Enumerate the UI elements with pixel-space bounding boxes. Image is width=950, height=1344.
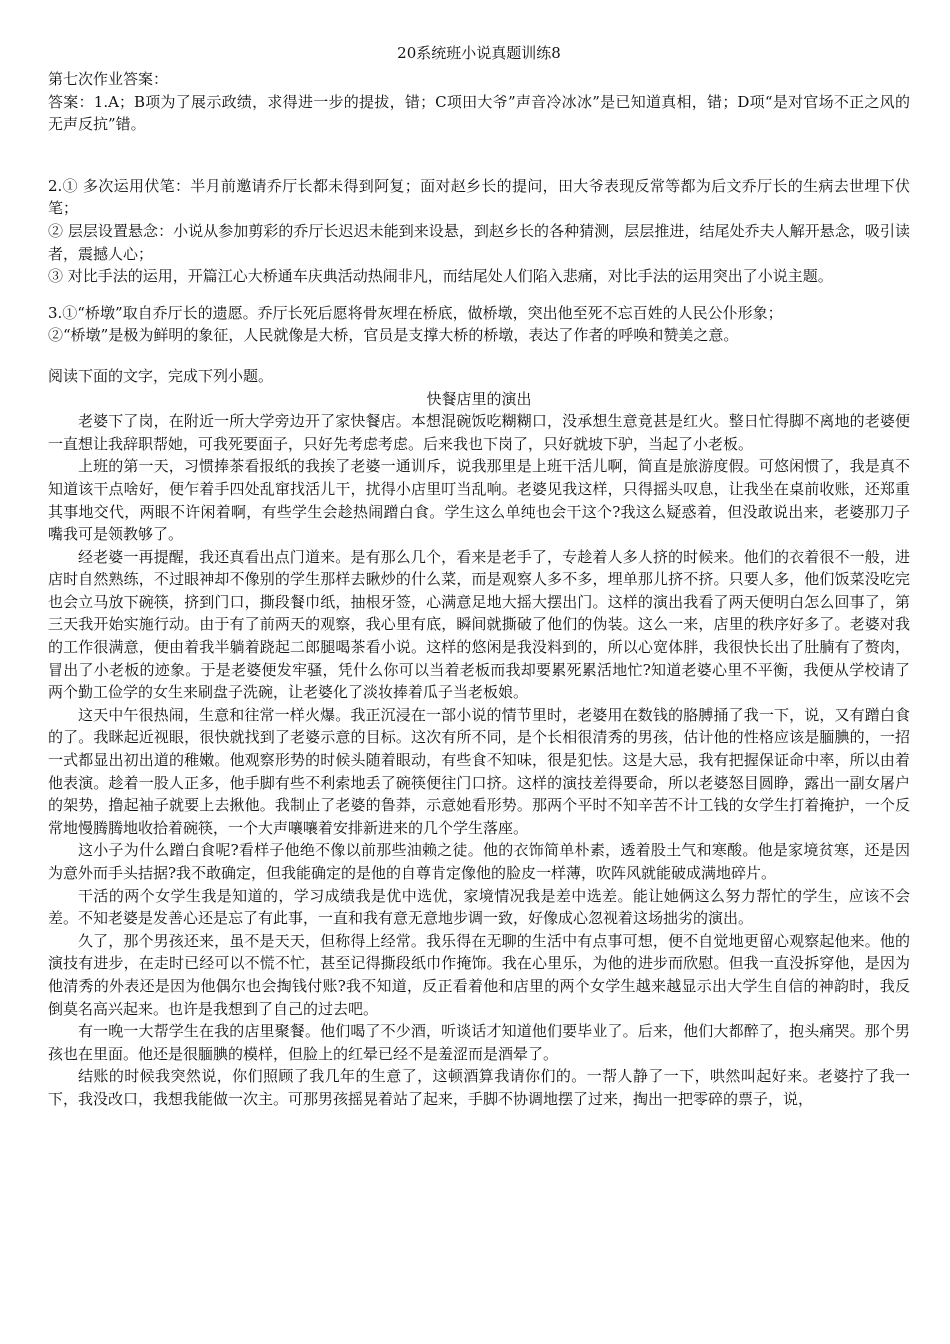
answer-q2-item-1: 2.① 多次运用伏笔：半月前邀请乔厅长都未得到阿复；面对赵乡长的提问，田大爷表现反常等都为后文乔厅长的生病去世埋下伏笔； — [48, 176, 910, 218]
story-paragraph: 有一晚一大帮学生在我的店里聚餐。他们喝了不少酒，听谈话才知道他们要毕业了。后来，他们大都醉了，抱头痛哭。那个男孩也在里面。他还是很腼腆的模样，但脸上的红晕已经不是羞涩而是酒晕了。 — [48, 1022, 910, 1063]
spacer — [48, 347, 910, 365]
answer-q2-item-2: ② 层层设置悬念：小说从参加剪彩的乔厅长迟迟未能到来设悬，到赵乡长的各种猜测，层层推进，结尾处乔夫人解开悬念，吸引读者，震撼人心； — [48, 221, 910, 263]
story-title: 快餐店里的演出 — [426, 389, 532, 408]
story-paragraph: 老婆下了岗，在附近一所大学旁边开了家快餐店。本想混碗饭吃糊糊口，没承想生意竟甚是红火。整日忙得脚不离地的老婆便一直想让我辞职帮她，可我死要面子，只好先考虑考虑。后来我也下岗了，只好就坡下驴，当起了小老板。 — [48, 412, 910, 453]
story-paragraph: 这小子为什么蹭白食呢?看样子他绝不像以前那些油赖之徒。他的衣饰简单朴素，透着股土气和寒酸。他是家境贫寒，还是因为意外而手头拮据?我不敢确定，但我能确定的是他的自尊肯定像他的脸皮一样薄，吹阵风就能破成满地碎片。 — [48, 841, 910, 882]
story-paragraph: 久了，那个男孩还来，虽不是天天，但称得上经常。我乐得在无聊的生活中有点事可想，便不自觉地更留心观察起他来。他的演技有进步，在走时已经可以不慌不忙，甚至记得撕段纸巾作掩饰。我在心里乐，为他的进步而欣慰。但我一直没拆穿他，是因为他清秀的外表还是因为他偶尔也会掏钱付账?我不知道，反正看着他和店里的两个女学生越来越显示出大学生自信的神韵时，我反倒莫名高兴起来。也许是我想到了自己的过去吧。 — [48, 931, 910, 1018]
answer-q3-item-1: 3.①“桥墩”取自乔厅长的遗愿。乔厅长死后愿将骨灰埋在桥底，做桥墩，突出他至死不忘百姓的人民公仆形象； — [48, 303, 783, 322]
spacer — [48, 136, 910, 175]
story-paragraph: 这天中午很热闹，生意和往常一样火爆。我正沉浸在一部小说的情节里时，老婆用在数钱的胳膊捅了我一下，说，又有蹭白食的了。我眯起近视眼，很快就找到了老婆示意的目标。这次有所不同，是个长相很清秀的男孩，估计他的性格应该是腼腆的，一招一式都显出初出道的稚嫩。他观察形势的时候头随着眼动，有些食不知味，很是犯怯。这是大忌，我有把握保证命中率，所以由着他表演。趁着一股人正多，他手脚有些不利索地丢了碗筷便往门口挤。这样的演技差得要命，所以老婆怒目圆睁，露出一副女屠户的架势，撸起袖子就要上去揪他。我制止了老婆的鲁莽，示意她看形势。那两个平时不知辛苦不计工钱的女学生打着掩护，一个反常地慢腾腾地收拾着碗筷，一个大声嚷嚷着安排新进来的几个学生落座。 — [48, 705, 910, 837]
reading-instruction: 阅读下面的文字，完成下列小题。 — [48, 366, 274, 385]
story-paragraph: 结账的时候我突然说，你们照顾了我几年的生意了，这顿酒算我请你们的。一帮人静了一下，哄然叫起好来。老婆拧了我一下，我没改口，我想我能做一次主。可那男孩摇晃着站了起来，手脚不协调地摆了过来，掏出一把零碎的票子，说， — [48, 1067, 910, 1108]
story-paragraph: 干活的两个女学生我是知道的，学习成绩我是优中选优，家境情况我是差中选差。能让她俩这么努力帮忙的学生，应该不会差。不知老婆是发善心还是忘了有此事，一直和我有意无意地步调一致，好像成心忽视着这场拙劣的演出。 — [48, 886, 910, 928]
answer-q1: 答案：1.A；B项为了展示政绩，求得进一步的提拔，错；C项田大爷”声音冷冰冰”是已知道真相，错；D项“是对官场不正之风的无声反抗”错。 — [48, 92, 910, 134]
spacer — [48, 288, 910, 302]
answers-heading: 第七次作业答案： — [48, 70, 169, 88]
answer-q3-item-2: ②“桥墩”是极为鲜明的象征，人民就像是大桥，官员是支撑大桥的桥墩，表达了作者的呼唤和赞美之意。 — [48, 326, 739, 345]
story-paragraph: 上班的第一天，习惯捧茶看报纸的我挨了老婆一通训斥，说我那里是上班干活儿啊，简直是旅游度假。可悠闲惯了，我是真不知道该干点啥好，便乍着手四处乱窜找活儿干，扰得小店里叮当乱响。老婆见我这样，只得摇头叹息，让我坐在桌前收账，还郑重其事地交代，两眼不许闲着啊，有些学生会趁热闹蹭白食。学生这么单纯也会干这个?我这么疑惑着，但没敢说出来，老婆那刀子嘴我可是领教够了。 — [48, 457, 910, 544]
story-paragraph: 经老婆一再提醒，我还真看出点门道来。是有那么几个，看来是老手了，专趁着人多人挤的时候来。他们的衣着很不一般，进店时自然熟练，不过眼神却不像别的学生那样去瞅炒的什么菜，而是观察人多不多，埋单那儿挤不挤。只要人多，他们饭菜没吃完也会立马放下碗筷，挤到门口，撕段餐巾纸，抽根牙签，心满意足地大摇大摆出门。这样的演出我看了两天便明白怎么回事了，第三天我开始实施行动。由于有了前两天的观察，我心里有底，瞬间就撕破了他们的伪装。这么一来，店里的秩序好多了。老婆对我的工作很满意，便由着我半躺着跷起二郎腿喝茶看小说。这样的悠闲是我没料到的，所以心宽体胖，我很快长出了肚腩有了赘肉，冒出了小老板的迹象。于是老婆便发牢骚，凭什么你可以当着老板而我却要累死累活地忙?知道老婆心里不平衡，我便从学校请了两个勤工俭学的女生来刷盘子洗碗，让老婆化了淡妆捧着瓜子当老板娘。 — [48, 547, 910, 702]
document-page — [48, 42, 910, 1111]
answer-q2-item-3: ③ 对比手法的运用，开篇江心大桥通车庆典活动热闹非凡，而结尾处人们陷入悲痛，对比手法的运用突出了小说主题。 — [48, 267, 833, 286]
page-title: 20系统班小说真题训练8 — [397, 44, 561, 62]
